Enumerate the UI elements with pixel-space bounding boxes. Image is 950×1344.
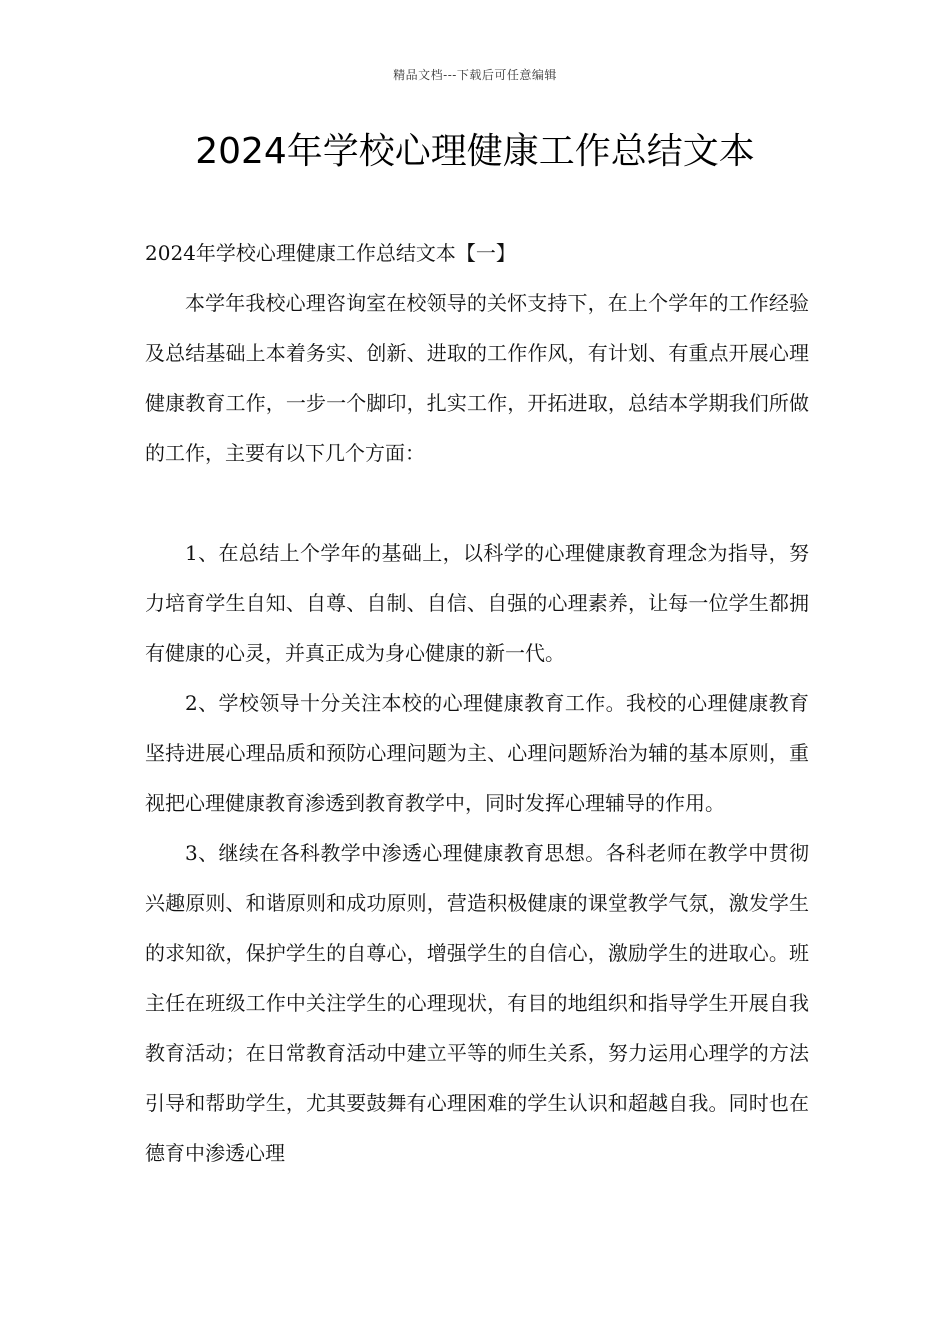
paragraph-item-2: 2、学校领导十分关注本校的心理健康教育工作。我校的心理健康教育坚持进展心理品质和预防心理问题为主、心理问题矫治为辅的基本原则，重视把心理健康教育渗透到教育教学中，同时发挥心理辅导的作用。 <box>145 691 809 815</box>
paragraph-spacer <box>145 478 809 528</box>
document-body <box>145 228 809 1178</box>
paragraph-item-3: 3、继续在各科教学中渗透心理健康教育思想。各科老师在教学中贯彻兴趣原则、和谐原则和成功原则，营造积极健康的课堂教学气氛，激发学生的求知欲，保护学生的自尊心，增强学生的自信心，激励学生的进取心。班主任在班级工作中关注学生的心理现状，有目的地组织和指导学生开展自我教育活动；在日常教育活动中建立平等的师生关系，努力运用心理学的方法引导和帮助学生，尤其要鼓舞有心理困难的学生认识和超越自我。同时也在德育中渗透心理 <box>145 841 809 1165</box>
document-title: 2024年学校心理健康工作总结文本 <box>195 131 755 172</box>
header-note: 精品文档---下载后可任意编辑 <box>393 68 557 82</box>
paragraph-item-1: 1、在总结上个学年的基础上，以科学的心理健康教育理念为指导，努力培育学生自知、自尊、自制、自信、自强的心理素养，让每一位学生都拥有健康的心灵，并真正成为身心健康的新一代。 <box>145 541 809 665</box>
section-heading: 2024年学校心理健康工作总结文本【一】 <box>145 241 516 265</box>
paragraph-intro: 本学年我校心理咨询室在校领导的关怀支持下，在上个学年的工作经验及总结基础上本着务实、创新、进取的工作作风，有计划、有重点开展心理健康教育工作，一步一个脚印，扎实工作，开拓进取，总结本学期我们所做的工作，主要有以下几个方面： <box>145 291 809 465</box>
